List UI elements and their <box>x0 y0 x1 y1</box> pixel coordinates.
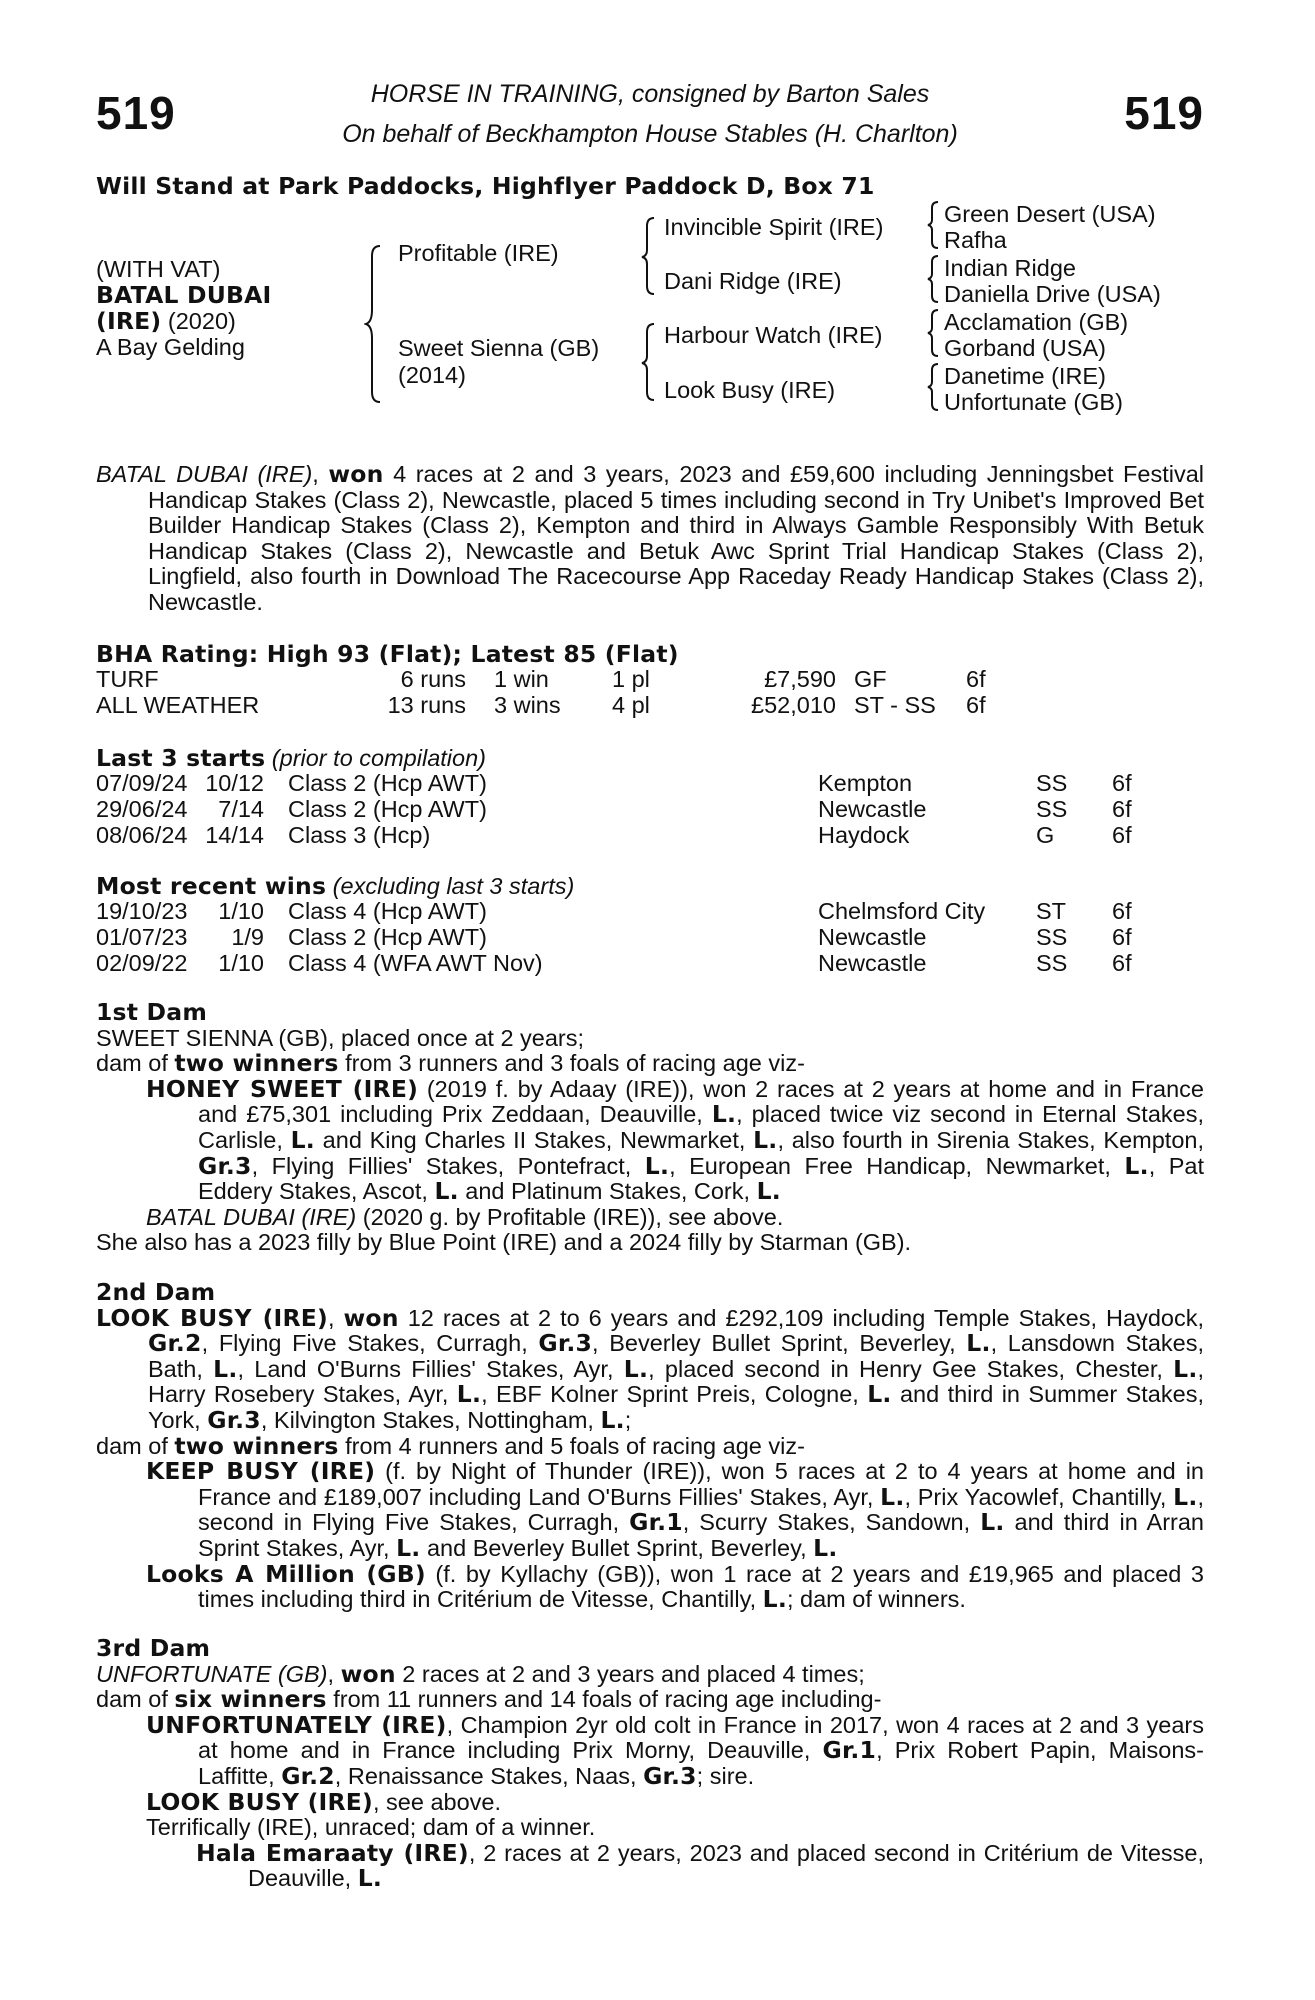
win-going: SS <box>1036 950 1068 976</box>
start-distance: 6f <box>1112 822 1132 848</box>
on-behalf-line: On behalf of Beckhampton House Stables (H. Charlton) <box>342 120 958 148</box>
pedigree-g8: Unfortunate (GB) <box>944 389 1123 415</box>
rating-going: ST - SS <box>854 692 936 718</box>
start-race: Class 3 (Hcp) <box>288 822 431 848</box>
bha-rating-heading: BHA Rating: High 93 (Flat); Latest 85 (Flat) <box>96 640 679 668</box>
start-row <box>96 796 1204 822</box>
stand-location: Will Stand at Park Paddocks, Highflyer Paddock D, Box 71 <box>96 172 875 200</box>
second-dam-heading: 2nd Dam <box>96 1278 216 1306</box>
third-dam-produce-1: UNFORTUNATELY (IRE), Champion 2yr old colt in France in 2017, won 4 races at 2 and 3 years at home and in France including Prix Morny, Deauville, Gr.1, Prix Robert Papin, Maisons-Laffitte, Gr.2, Renaissance Stakes, Naas, Gr.3; sire. <box>146 1710 1204 1790</box>
start-date: 07/09/24 <box>96 770 188 796</box>
pedigree-dam-year: (2014) <box>398 362 466 388</box>
start-position: 7/14 <box>218 796 264 822</box>
win-race: Class 4 (WFA AWT Nov) <box>288 950 543 976</box>
first-dam-produce-1: HONEY SWEET (IRE) (2019 f. by Adaay (IRE)), won 2 races at 2 years at home and in France and £75,301 including Prix Zeddaan, Deauville, L., placed twice viz second in Eternal Stakes, Carlisle, L. and King Charles II Stakes, Newmarket, L., also fourth in Sirenia Stakes, Kempton, Gr.3, Flying Fillies' Stakes, Pontefract, L., European Free Handicap, Newmarket, L., Pat Eddery Stakes, Ascot, L. and Platinum Stakes, Cork, L. <box>146 1074 1205 1206</box>
first-dam-produce-2: BATAL DUBAI (IRE) (2020 g. by Profitable (IRE)), see above. <box>146 1203 784 1230</box>
third-dam-record: UNFORTUNATE (GB), won 2 races at 2 and 3 years and placed 4 times; <box>96 1659 865 1688</box>
win-date: 02/09/22 <box>96 950 188 976</box>
rating-row-turf <box>96 666 1204 692</box>
first-dam-line: SWEET SIENNA (GB), placed once at 2 years; <box>96 1024 585 1051</box>
rating-row-all-weather <box>96 692 1204 718</box>
start-race: Class 2 (Hcp AWT) <box>288 770 487 796</box>
first-dam-also: She also has a 2023 filly by Blue Point (IRE) and a 2024 filly by Starman (GB). <box>96 1229 912 1256</box>
pedigree-brace-sire <box>640 216 658 296</box>
start-distance: 6f <box>1112 770 1132 796</box>
rating-places: 1 pl <box>612 666 650 692</box>
rating-surface: ALL WEATHER <box>96 692 260 718</box>
vat-note: (WITH VAT) <box>96 256 221 282</box>
horse-description: A Bay Gelding <box>96 334 245 360</box>
pedigree-sire-dam: Dani Ridge (IRE) <box>664 268 842 294</box>
consignment-line: HORSE IN TRAINING, consigned by Barton Sales <box>370 80 930 108</box>
third-dam-produce-summary: dam of six winners from 11 runners and 14 foals of racing age including- <box>96 1685 882 1714</box>
pedigree-brace-g4 <box>926 362 942 412</box>
lot-number-left: 519 <box>96 87 176 139</box>
pedigree-g3: Indian Ridge <box>944 255 1076 281</box>
pedigree-g6: Gorband (USA) <box>944 335 1106 361</box>
first-dam-section <box>96 1000 1204 1256</box>
start-position: 10/12 <box>205 770 264 796</box>
start-date: 29/06/24 <box>96 796 188 822</box>
rating-surface: TURF <box>96 666 159 692</box>
first-dam-produce-summary: dam of two winners from 3 runners and 3 foals of racing age viz- <box>96 1049 805 1078</box>
start-going: SS <box>1036 770 1068 796</box>
start-going: G <box>1036 822 1055 848</box>
pedigree-sire-sire: Invincible Spirit (IRE) <box>664 214 884 240</box>
rating-wins: 3 wins <box>494 692 561 718</box>
rating-places: 4 pl <box>612 692 650 718</box>
recent-wins-note: (excluding last 3 starts) <box>326 873 575 899</box>
third-dam-grandproduce-1: Hala Emaraaty (IRE), 2 races at 2 years, 2023 and placed second in Critérium de Vitesse, Deauville, L. <box>196 1838 1205 1893</box>
start-going: SS <box>1036 796 1068 822</box>
rating-prize: £52,010 <box>751 692 836 718</box>
win-race: Class 4 (Hcp AWT) <box>288 898 487 924</box>
start-course: Newcastle <box>818 796 927 822</box>
win-distance: 6f <box>1112 924 1132 950</box>
win-going: ST <box>1036 898 1067 924</box>
win-position: 1/9 <box>231 924 264 950</box>
recent-wins-title: Most recent wins <box>96 872 327 900</box>
last-starts-heading <box>96 744 486 772</box>
pedigree-brace-g1 <box>926 200 942 250</box>
start-row <box>96 770 1204 796</box>
win-course: Chelmsford City <box>818 898 986 924</box>
start-course: Haydock <box>818 822 910 848</box>
lot-number-right: 519 <box>1124 87 1204 139</box>
win-row <box>96 924 1204 950</box>
win-going: SS <box>1036 924 1068 950</box>
win-position: 1/10 <box>218 898 264 924</box>
rating-going: GF <box>854 666 887 692</box>
summary-won: won <box>328 460 384 488</box>
rating-prize: £7,590 <box>764 666 836 692</box>
pedigree-brace-g2 <box>926 254 942 304</box>
pedigree-dam-dam: Look Busy (IRE) <box>664 377 836 403</box>
win-row <box>96 950 1204 976</box>
pedigree-g4: Daniella Drive (USA) <box>944 281 1161 307</box>
last-starts-title: Last 3 starts <box>96 744 266 772</box>
race-summary: BATAL DUBAI (IRE), won 4 races at 2 and 3 years, 2023 and £59,600 including Jenningsbet Festival Handicap Stakes (Class 2), Newcastle, placed 5 times including second in Try Unibet's Improved Bet Builder Handicap Stakes (Class 2), Kempton and third in Always Gamble Responsibly With Betuk Handicap Stakes (Class 2), Newcastle and Betuk Awc Sprint Trial Handicap Stakes (Class 2), Lingfield, also fourth in Download The Racecourse App Raceday Ready Handicap Stakes (Class 2), Newcastle. <box>96 460 1204 615</box>
start-course: Kempton <box>818 770 913 796</box>
second-dam-record: LOOK BUSY (IRE), won 12 races at 2 to 6 years and £292,109 including Temple Stakes, Haydock, Gr.2, Flying Five Stakes, Curragh, Gr.3, Beverley Bullet Sprint, Beverley, L., Lansdown Stakes, Bath, L., Land O'Burns Fillies' Stakes, Ayr, L., placed second in Henry Gee Stakes, Chester, L., Harry Rosebery Stakes, Ayr, L., EBF Kolner Sprint Preis, Cologne, L. and third in Summer Stakes, York, Gr.3, Kilvington Stakes, Nottingham, L.; <box>96 1303 1204 1434</box>
win-position: 1/10 <box>218 950 264 976</box>
pedigree-brace-g3 <box>926 308 942 358</box>
win-distance: 6f <box>1112 898 1132 924</box>
horse-year: (2020) <box>167 308 236 334</box>
second-dam-produce-1: KEEP BUSY (IRE) (f. by Night of Thunder (IRE)), won 5 races at 2 to 4 years at home and in France and £189,007 including Land O'Burns Fillies' Stakes, Ayr, L., Prix Yacowlef, Chantilly, L., second in Flying Five Stakes, Curragh, Gr.1, Scurry Stakes, Sandown, L. and third in Arran Sprint Stakes, Ayr, L. and Beverley Bullet Sprint, Beverley, L. <box>146 1457 1204 1562</box>
third-dam-produce-2: LOOK BUSY (IRE), see above. <box>146 1787 502 1816</box>
start-race: Class 2 (Hcp AWT) <box>288 796 487 822</box>
win-row <box>96 898 1204 924</box>
horse-origin: (IRE) <box>96 307 162 335</box>
start-date: 08/06/24 <box>96 822 188 848</box>
pedigree-dam-sire: Harbour Watch (IRE) <box>664 322 883 348</box>
pedigree-dam: Sweet Sienna (GB) <box>398 335 600 361</box>
third-dam-heading: 3rd Dam <box>96 1634 211 1662</box>
pedigree-g5: Acclamation (GB) <box>944 309 1129 335</box>
pedigree-g1: Green Desert (USA) <box>944 201 1156 227</box>
start-position: 14/14 <box>205 822 264 848</box>
rating-distance: 6f <box>966 692 986 718</box>
second-dam-produce-summary: dam of two winners from 4 runners and 5 foals of racing age viz- <box>96 1431 805 1460</box>
second-dam-produce-2: Looks A Million (GB) (f. by Kyllachy (GB)), won 1 race at 2 years and £19,965 and placed 3 times including third in Critérium de Vitesse, Chantilly, L.; dam of winners. <box>146 1559 1204 1614</box>
first-dam-heading: 1st Dam <box>96 998 208 1026</box>
third-dam-section <box>96 1636 1204 1892</box>
rating-wins: 1 win <box>494 666 549 692</box>
pedigree-sire: Profitable (IRE) <box>398 240 559 266</box>
win-race: Class 2 (Hcp AWT) <box>288 924 487 950</box>
win-course: Newcastle <box>818 950 927 976</box>
second-dam-section <box>96 1280 1204 1613</box>
summary-horse-name: BATAL DUBAI (IRE) <box>96 461 313 487</box>
win-course: Newcastle <box>818 924 927 950</box>
catalogue-page <box>96 0 1204 2000</box>
win-date: 01/07/23 <box>96 924 188 950</box>
win-date: 19/10/23 <box>96 898 188 924</box>
pedigree-brace-main <box>364 244 386 404</box>
rating-runs: 6 runs <box>400 666 466 692</box>
third-dam-produce-3: Terrifically (IRE), unraced; dam of a winner. <box>146 1814 596 1841</box>
start-distance: 6f <box>1112 796 1132 822</box>
rating-distance: 6f <box>966 666 986 692</box>
pedigree-brace-dam <box>640 322 658 402</box>
win-distance: 6f <box>1112 950 1132 976</box>
summary-text: 4 races at 2 and 3 years, 2023 and £59,600 including Jenningsbet Festival Handicap Stakes (Class 2), Newcastle, placed 5 times including second in Try Unibet's Improved Bet Builder Handicap Stakes (Class 2), Kempton and third in Always Gamble Responsibly With Betuk Handicap Stakes (Class 2), Newcastle and Betuk Awc Sprint Trial Handicap Stakes (Class 2), Lingfield, also fourth in Download The Racecourse App Raceday Ready Handicap Stakes (Class 2), Newcastle. <box>148 461 1204 615</box>
rating-runs: 13 runs <box>387 692 466 718</box>
horse-origin-year <box>96 308 236 334</box>
pedigree-g2: Rafha <box>944 227 1007 253</box>
last-starts-note: (prior to compilation) <box>265 745 486 771</box>
start-row <box>96 822 1204 848</box>
pedigree-g7: Danetime (IRE) <box>944 363 1106 389</box>
recent-wins-heading <box>96 872 574 900</box>
horse-name: BATAL DUBAI <box>96 281 272 309</box>
